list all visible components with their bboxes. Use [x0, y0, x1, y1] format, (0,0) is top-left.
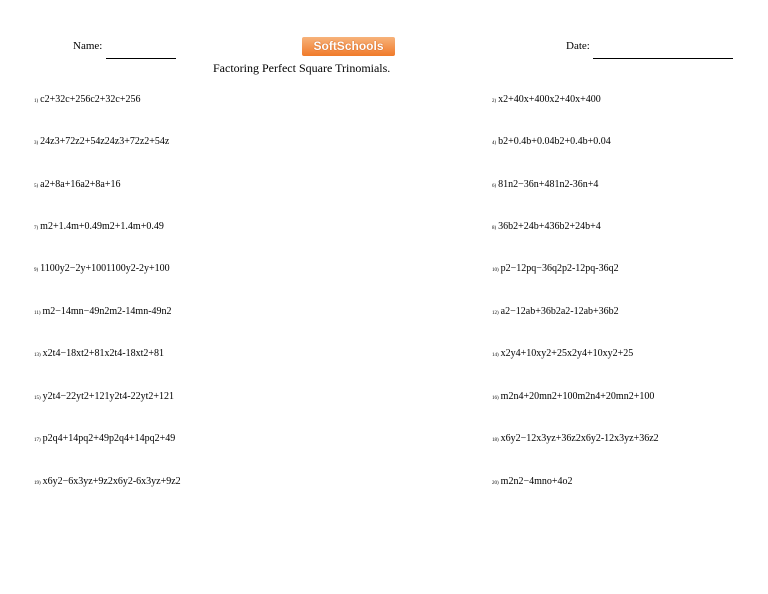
problem-expression: x6y2−12x3yz+36z2x6y2-12x3yz+36z2: [500, 433, 659, 444]
problem-expression: 36b2+24b+436b2+24b+4: [498, 221, 601, 232]
problem-expression: a2+8a+16a2+8a+16: [40, 179, 121, 190]
problem-number: 18): [492, 438, 499, 443]
problem-expression: x2+40x+400x2+40x+400: [498, 94, 601, 105]
problem-number: 9): [34, 268, 39, 273]
problem-expression: a2−12ab+36b2a2-12ab+36b2: [500, 306, 619, 317]
problem-item: [492, 433, 659, 444]
problem-number: 10): [492, 268, 499, 273]
problem-item: [34, 136, 169, 147]
problem-expression: x6y2−6x3yz+9z2x6y2-6x3yz+9z2: [42, 476, 181, 487]
problem-item: [492, 221, 601, 232]
worksheet-title: Factoring Perfect Square Trinomials.: [213, 61, 391, 75]
problem-item: [492, 263, 619, 274]
problem-expression: x2y4+10xy2+25x2y4+10xy2+25: [500, 348, 634, 359]
name-blank-line[interactable]: [106, 47, 176, 59]
problem-number: 13): [34, 353, 41, 358]
problem-number: 14): [492, 353, 499, 358]
problem-expression: 81n2−36n+481n2-36n+4: [498, 179, 599, 190]
problem-number: 11): [34, 311, 41, 316]
problem-expression: c2+32c+256c2+32c+256: [40, 94, 141, 105]
problem-number: 17): [34, 438, 41, 443]
problem-item: [492, 136, 611, 147]
problem-number: 7): [34, 226, 39, 231]
problem-item: [492, 348, 633, 359]
problem-number: 15): [34, 396, 41, 401]
name-label: Name:: [73, 40, 103, 52]
problem-item: [34, 263, 170, 274]
problem-expression: 1100y2−2y+1001100y2-2y+100: [40, 263, 170, 274]
problem-item: [492, 179, 598, 190]
problem-number: 20): [492, 481, 499, 486]
problem-item: [34, 179, 120, 190]
problem-item: [492, 391, 654, 402]
problem-item: [492, 94, 601, 105]
problem-number: 6): [492, 184, 497, 189]
problem-number: 19): [34, 481, 41, 486]
date-blank-line[interactable]: [593, 47, 733, 59]
problem-item: [34, 94, 140, 105]
softschools-logo: SoftSchools: [302, 37, 395, 56]
problem-item: [34, 348, 164, 359]
problem-item: [34, 433, 175, 444]
date-label: Date:: [566, 40, 590, 52]
problem-expression: x2t4−18xt2+81x2t4-18xt2+81: [42, 348, 165, 359]
problem-expression: m2n2−4mno+4o2: [500, 476, 573, 487]
problem-expression: y2t4−22yt2+121y2t4-22yt2+121: [42, 391, 175, 402]
problem-expression: m2−14mn−49n2m2-14mn-49n2: [42, 306, 172, 317]
problem-number: 12): [492, 311, 499, 316]
problem-expression: b2+0.4b+0.04b2+0.4b+0.04: [498, 136, 611, 147]
problem-number: 5): [34, 184, 39, 189]
problem-number: 1): [34, 99, 39, 104]
problem-item: [34, 221, 164, 232]
problem-item: [492, 476, 573, 487]
problem-item: [34, 391, 174, 402]
problem-number: 3): [34, 141, 39, 146]
problem-expression: m2+1.4m+0.49m2+1.4m+0.49: [40, 221, 164, 232]
problem-expression: m2n4+20mn2+100m2n4+20mn2+100: [500, 391, 655, 402]
problem-number: 4): [492, 141, 497, 146]
problem-item: [34, 306, 172, 317]
problem-number: 16): [492, 396, 499, 401]
problem-item: [34, 476, 181, 487]
problem-expression: 24z3+72z2+54z24z3+72z2+54z: [40, 136, 170, 147]
problem-number: 2): [492, 99, 497, 104]
problem-expression: p2q4+14pq2+49p2q4+14pq2+49: [42, 433, 176, 444]
problem-expression: p2−12pq−36q2p2-12pq-36q2: [500, 263, 619, 274]
problem-item: [492, 306, 619, 317]
problem-number: 8): [492, 226, 497, 231]
